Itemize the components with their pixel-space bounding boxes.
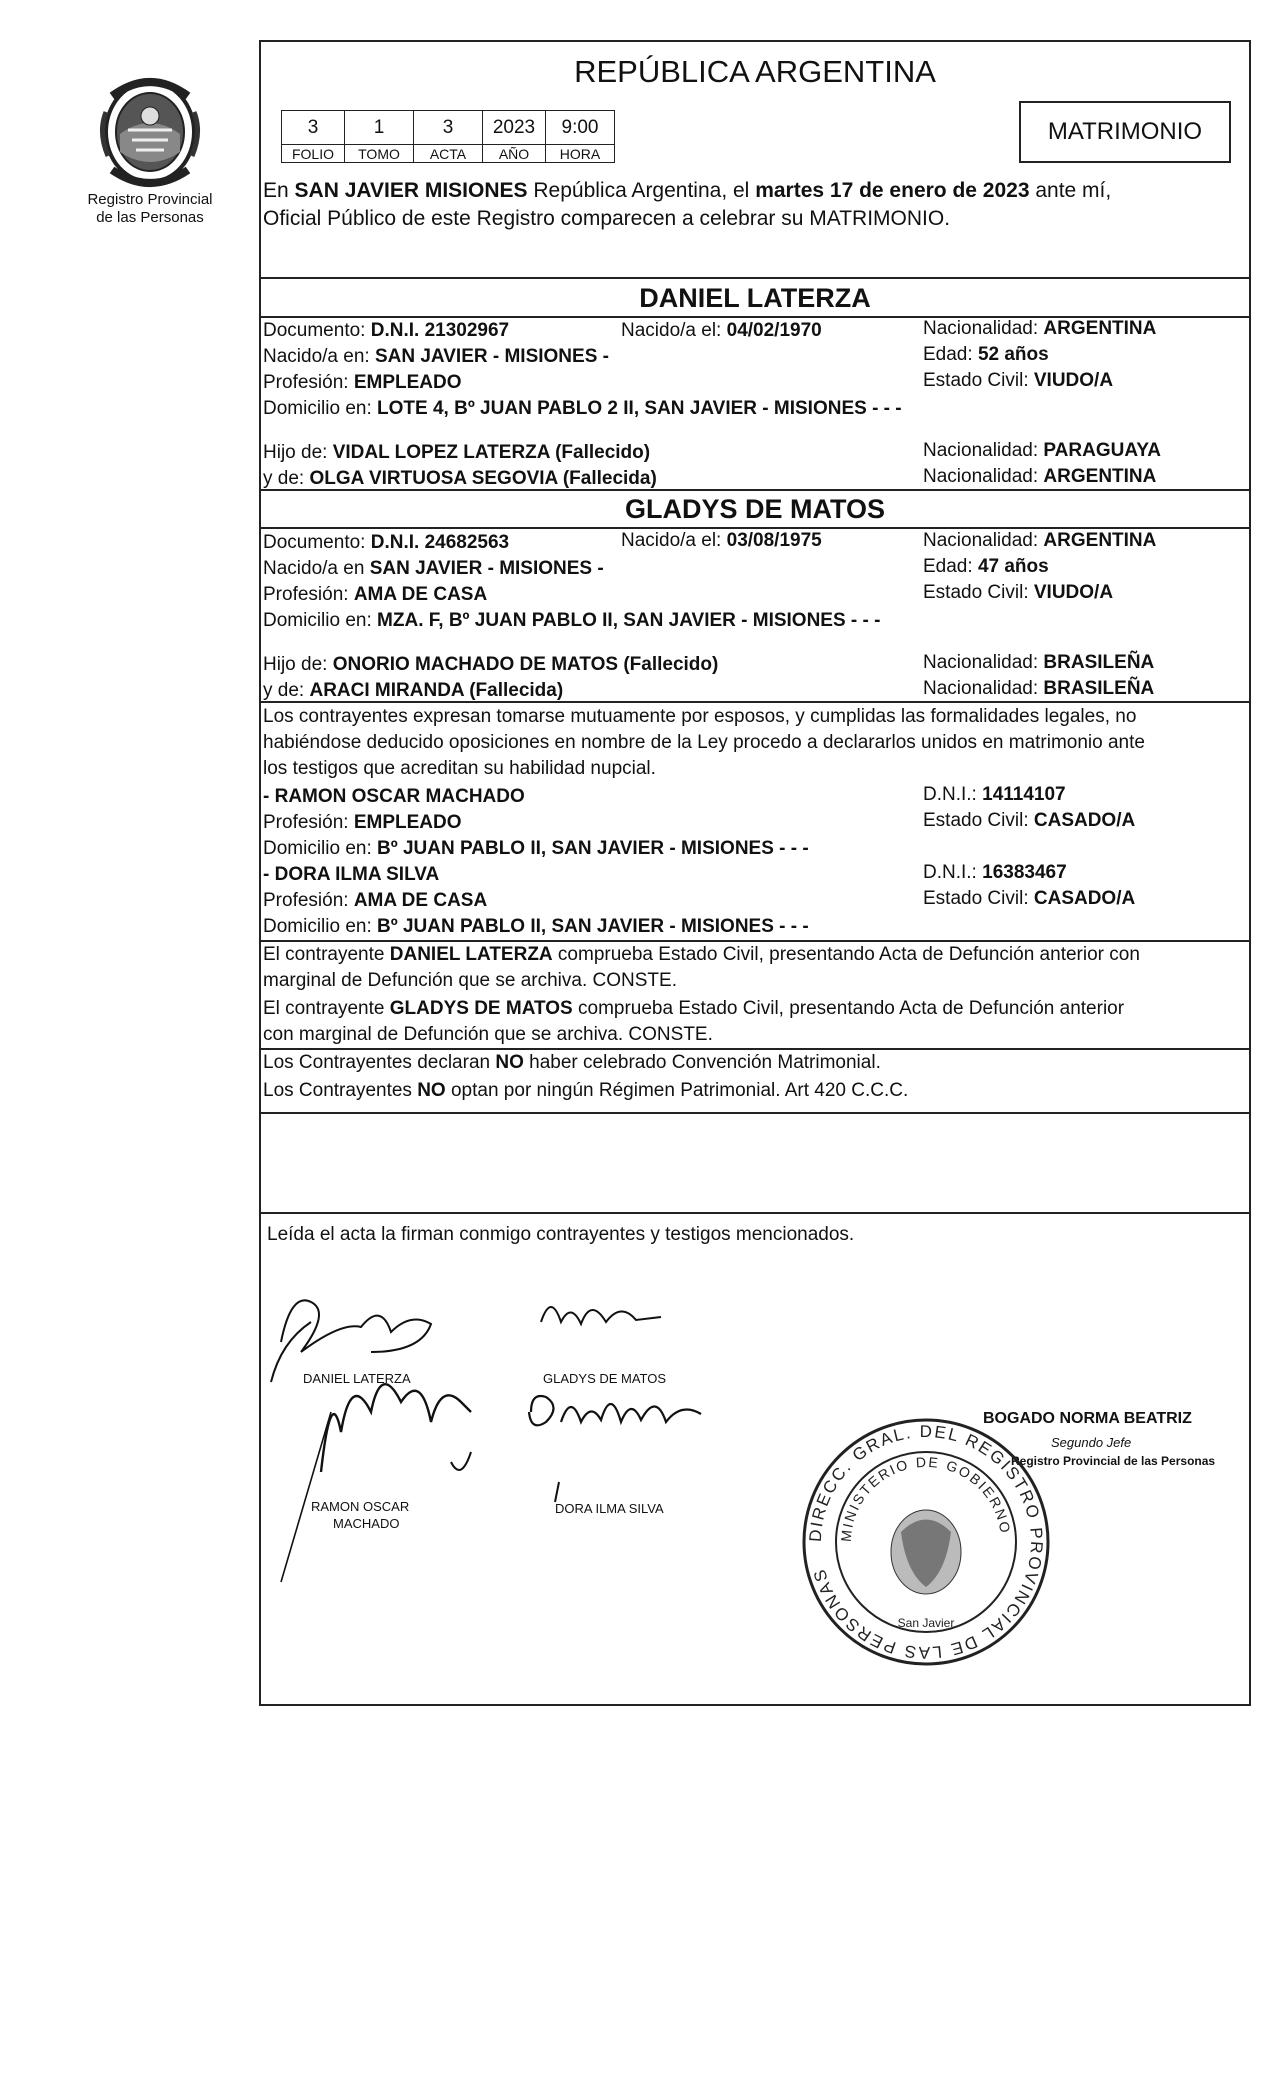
- hora-label: HORA: [546, 145, 615, 163]
- spouse1-document: Documento: D.N.I. 21302967: [263, 320, 510, 341]
- divider: [261, 277, 1249, 279]
- witness2-civil-status: Estado Civil: CASADO/A: [923, 888, 1136, 909]
- declaration-line1: Los contrayentes expresan tomarse mutuamente por esposos, y cumplidas las formalidades legales, no: [263, 706, 1137, 727]
- signature-gladys-label: GLADYS DE MATOS: [543, 1371, 667, 1386]
- spouse1-mother-nationality: Nacionalidad: ARGENTINA: [923, 466, 1157, 487]
- witness1-address: Domicilio en: Bº JUAN PABLO II, SAN JAVIER - MISIONES - - -: [263, 838, 809, 859]
- spouse2-mother-nationality: Nacionalidad: BRASILEÑA: [923, 678, 1155, 699]
- spouse1-civil-status: Estado Civil: VIUDO/A: [923, 370, 1114, 391]
- official-seal-icon: [796, 1412, 1056, 1672]
- witness1-civil-status: Estado Civil: CASADO/A: [923, 810, 1136, 831]
- official-office: Registro Provincial de las Personas: [1011, 1454, 1216, 1468]
- country-title: REPÚBLICA ARGENTINA: [574, 54, 936, 89]
- spouse2-birthplace: Nacido/a en SAN JAVIER - MISIONES -: [263, 558, 604, 579]
- spouse2-name: GLADYS DE MATOS: [624, 494, 886, 524]
- note4: Los Contrayentes NO optan por ningún Régimen Patrimonial. Art 420 C.C.C.: [263, 1080, 909, 1101]
- seal-inner-text: MINISTERIO DE GOBIERNO: [837, 1453, 1014, 1543]
- folio-label: FOLIO: [282, 145, 345, 163]
- spouse2-father-nationality: Nacionalidad: BRASILEÑA: [923, 652, 1155, 673]
- closing-statement: Leída el acta la firman conmigo contrayentes y testigos mencionados.: [267, 1224, 855, 1245]
- spouse2-age: Edad: 47 años: [923, 556, 1049, 577]
- divider: [261, 1112, 1249, 1114]
- tomo-label: TOMO: [345, 145, 414, 163]
- signature-dora-label: DORA ILMA SILVA: [555, 1501, 664, 1516]
- spouse2-mother: y de: ARACI MIRANDA (Fallecida): [263, 680, 564, 701]
- spouse2-address: Domicilio en: MZA. F, Bº JUAN PABLO II, SAN JAVIER - MISIONES - - -: [263, 610, 881, 631]
- declaration-line2: habiéndose deducido oposiciones en nombre de la Ley procedo a declararlos unidos en matrimonio ante: [263, 732, 1145, 753]
- logo-caption-line1: Registro Provincial: [87, 191, 213, 208]
- spouse2-nationality: Nacionalidad: ARGENTINA: [923, 530, 1157, 551]
- divider: [261, 1212, 1249, 1214]
- spouse1-age: Edad: 52 años: [923, 344, 1049, 365]
- witness2-dni: D.N.I.: 16383467: [923, 862, 1067, 883]
- witness1-dni: D.N.I.: 14114107: [923, 784, 1066, 805]
- signature-daniel-label: DANIEL LATERZA: [303, 1371, 411, 1386]
- signatures-drawing: [261, 1282, 721, 1622]
- acta-label: ACTA: [414, 145, 483, 163]
- note2-line2: con marginal de Defunción que se archiva. CONSTE.: [263, 1024, 713, 1045]
- witness2-profession: Profesión: AMA DE CASA: [263, 890, 488, 911]
- tomo-value: 1: [345, 111, 414, 145]
- intro-line1: En SAN JAVIER MISIONES República Argentina, el martes 17 de enero de 2023 ante mí,: [263, 179, 1112, 202]
- divider: [261, 940, 1249, 942]
- logo-caption-line2: de las Personas: [96, 209, 204, 226]
- anio-label: AÑO: [483, 145, 546, 163]
- spouse2-father: Hijo de: ONORIO MACHADO DE MATOS (Fallecido): [263, 654, 719, 675]
- act-type-box: MATRIMONIO: [1019, 101, 1231, 163]
- spouse1-birthplace: Nacido/a en: SAN JAVIER - MISIONES -: [263, 346, 609, 367]
- spouse2-document: Documento: D.N.I. 24682563: [263, 532, 510, 553]
- divider: [261, 527, 1249, 529]
- note2-line1: El contrayente GLADYS DE MATOS comprueba Estado Civil, presentando Acta de Defunción anterior: [263, 998, 1125, 1019]
- signature-ramon-label: RAMON OSCAR MACHADO: [311, 1499, 410, 1531]
- declaration-line3: los testigos que acreditan su habilidad nupcial.: [263, 758, 656, 779]
- marriage-certificate: [259, 40, 1251, 1706]
- spouse1-father-nationality: Nacionalidad: PARAGUAYA: [923, 440, 1161, 461]
- witness1-profession: Profesión: EMPLEADO: [263, 812, 462, 833]
- witness2-address: Domicilio en: Bº JUAN PABLO II, SAN JAVIER - MISIONES - - -: [263, 916, 809, 937]
- anio-value: 2023: [483, 111, 546, 145]
- spouse1-mother: y de: OLGA VIRTUOSA SEGOVIA (Fallecida): [263, 468, 657, 489]
- acta-value: 3: [414, 111, 483, 145]
- hora-value: 9:00: [546, 111, 615, 145]
- witness2-name: - DORA ILMA SILVA: [263, 864, 440, 885]
- divider: [261, 701, 1249, 703]
- folio-value: 3: [282, 111, 345, 145]
- seal-outer-text: DIRECC. GRAL. DEL REGISTRO PROVINCIAL DE LAS PERSONAS: [805, 1421, 1047, 1663]
- registry-table: [281, 110, 615, 163]
- spouse2-profession: Profesión: AMA DE CASA: [263, 584, 488, 605]
- spouse1-birthdate: Nacido/a el: 04/02/1970: [621, 320, 822, 341]
- seal-center-text: San Javier: [897, 1616, 955, 1630]
- official-role: Segundo Jefe: [1051, 1435, 1132, 1450]
- witness1-name: - RAMON OSCAR MACHADO: [263, 786, 525, 807]
- note1-line1: El contrayente DANIEL LATERZA comprueba Estado Civil, presentando Acta de Defunción anterior con: [263, 944, 1140, 965]
- registry-logo: [70, 72, 230, 226]
- official-name: BOGADO NORMA BEATRIZ: [983, 1410, 1192, 1427]
- divider: [261, 1048, 1249, 1050]
- spouse1-address: Domicilio en: LOTE 4, Bº JUAN PABLO 2 II, SAN JAVIER - MISIONES - - -: [263, 398, 902, 419]
- note1-line2: marginal de Defunción que se archiva. CONSTE.: [263, 970, 677, 991]
- misiones-coat-of-arms-icon: [98, 72, 202, 190]
- divider: [261, 489, 1249, 491]
- spouse1-father: Hijo de: VIDAL LOPEZ LATERZA (Fallecido): [263, 442, 651, 463]
- spouse2-civil-status: Estado Civil: VIUDO/A: [923, 582, 1114, 603]
- note3: Los Contrayentes declaran NO haber celebrado Convención Matrimonial.: [263, 1052, 881, 1073]
- spouse2-birthdate: Nacido/a el: 03/08/1975: [621, 530, 822, 551]
- spouse1-nationality: Nacionalidad: ARGENTINA: [923, 318, 1157, 339]
- spouse1-name: DANIEL LATERZA: [639, 283, 871, 313]
- spouse1-profession: Profesión: EMPLEADO: [263, 372, 462, 393]
- intro-line2: Oficial Público de este Registro comparecen a celebrar su MATRIMONIO.: [263, 207, 951, 230]
